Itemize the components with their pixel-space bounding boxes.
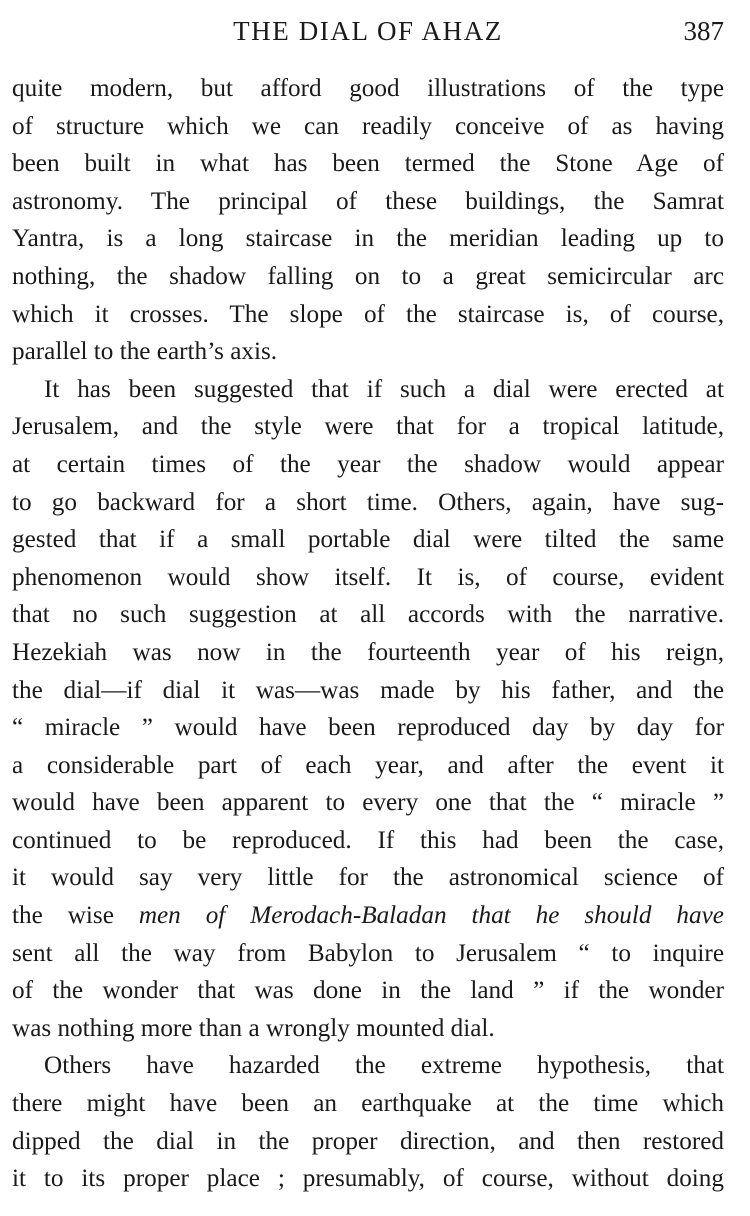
text-line: parallel to the earth’s axis.: [12, 338, 278, 366]
text-line: of structure which we can readily conceive of as having: [12, 112, 724, 140]
text-line: the dial—if dial it was—was made by his father, and the: [12, 676, 724, 704]
page-number: 387: [683, 16, 724, 46]
text-line: it would say very little for the astronomical science of: [12, 864, 724, 892]
text-line: was nothing more than a wrongly mounted dial.: [12, 1014, 495, 1042]
text-line: which it crosses. The slope of the staircase is, of course,: [12, 300, 724, 328]
text-line: a considerable part of each year, and after the event it: [12, 751, 724, 779]
text-line: Hezekiah was now in the fourteenth year of his reign,: [12, 638, 724, 666]
text-line: it to its proper place ; presumably, of course, without doing: [12, 1165, 724, 1193]
text-line: of the wonder that was done in the land ” if the wonder: [12, 977, 724, 1005]
text-line: been built in what has been termed the Stone Age of: [12, 150, 724, 178]
text-line: to go backward for a short time. Others, again, have sug-: [12, 488, 724, 516]
text-line: there might have been an earthquake at the time which: [12, 1090, 724, 1118]
text-line: gested that if a small portable dial were tilted the same: [12, 526, 724, 554]
paragraph-2: [12, 371, 724, 1048]
paragraph-3: [12, 1047, 724, 1197]
running-title: THE DIAL OF AHAZ: [233, 16, 503, 46]
text-line: continued to be reproduced. If this had been the case,: [12, 826, 724, 854]
body-text: [12, 70, 724, 1198]
text-line: astronomy. The principal of these buildings, the Samrat: [12, 187, 724, 215]
text-line: would have been apparent to every one that the “ miracle ”: [12, 789, 724, 817]
text-line: that no such suggestion at all accords with the narrative.: [12, 601, 724, 629]
text-line: phenomenon would show itself. It is, of course, evident: [12, 563, 724, 591]
text-line: nothing, the shadow falling on to a great semicircular arc: [12, 262, 724, 290]
running-header: [12, 14, 724, 48]
text-line: sent all the way from Babylon to Jerusalem “ to inquire: [12, 939, 724, 967]
text-line: the wise men of Merodach-Baladan that he should have: [12, 902, 724, 930]
text-line: Jerusalem, and the style were that for a tropical latitude,: [12, 413, 724, 441]
paragraph-1: [12, 70, 724, 371]
text-line: It has been suggested that if such a dial were erected at: [44, 375, 724, 403]
text-line: quite modern, but afford good illustrations of the type: [12, 75, 724, 102]
text-line: “ miracle ” would have been reproduced day by day for: [12, 714, 724, 742]
text-line: Others have hazarded the extreme hypothesis, that: [44, 1052, 724, 1080]
text-line: at certain times of the year the shadow would appear: [12, 450, 724, 478]
text-line: dipped the dial in the proper direction, and then restored: [12, 1127, 724, 1155]
text-line: Yantra, is a long staircase in the meridian leading up to: [12, 225, 724, 253]
